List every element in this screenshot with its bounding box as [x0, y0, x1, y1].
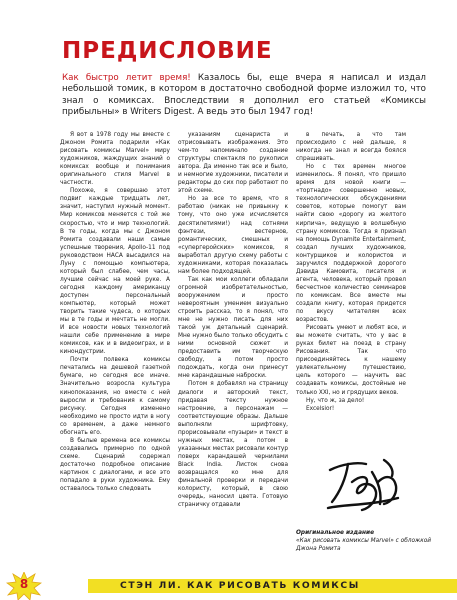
body-paragraph: Похоже, я совершаю этот подвиг каждые тридцать лет, значит, наступил нужный момент. Мир комиксов меняется с той же скоростью, что и мир технологий. В те годы, когда мы с Джоном Ромита создавали наши самые успешные творения, Apollo-11 под руководством НАСА высадился на Луну с помощью компьютера, который был слабее, чем часы, лучшие сейчас на моей руке. А сегодня каждому американцу доступен персональный компьютер, который может творить такие чудеса, о которых мы в те годы и мечтать не могли. И все новости новых технологий нашли себе применение в мире комиксов, как и в видеоиграх, и в кинондустрии.: [60, 188, 170, 356]
body-paragraph: в печать, а что там происходило с ней дальше, я никогда не знал и всегда боялся спрашивать.: [296, 132, 406, 163]
page-footer: [0, 572, 457, 600]
page-number: 8: [19, 577, 29, 591]
text-column-2: [178, 131, 288, 509]
caption-title: Оригинальное издание: [296, 530, 375, 536]
intro-paragraph: [62, 73, 426, 118]
caption-text: «Как рисовать комиксы Marvel» с обложкой Джона Ромита: [296, 538, 432, 552]
intro-lead: Как быстро летит время!: [62, 73, 191, 83]
text-column-3: [296, 131, 406, 413]
body-paragraph: Ну, что ж, за дело!: [306, 397, 365, 404]
body-paragraph: В былые времена все комиксы создавались примерно по одной схеме. Сценарий содержал достаточно подробное описание картинок с диалогами, и все это попадало в руки художника. Ему оставалось только следовать: [60, 437, 170, 493]
body-paragraph: Я вот в 1978 году мы вместе с Джоном Ромита подарили «Как рисовать комиксы Marvel» миру художников, жаждущих знаний о комиксах вообще и понимания оригинального стиля Marvel в частности.: [60, 132, 170, 187]
body-paragraph: Потом я добавлял на страницу диалоги и авторский текст, придавая тексту нужное настроение, а персонажам — соответствующие образы. Дальше выполняли шрифтовку, прорисовывали «пузыри» и текст в нужных местах, а потом в указанных местах рисовали контур поверх карандашей чернилами Black India. Листок снова возвращался ко мне для финальной проверки и передачи колористу, который, в свою очередь, наносил цвета. Готовую страничку отдавали: [178, 381, 288, 509]
body-paragraph: Так как мои коллеги обладали огромной изобретательностью, вооружением и просто невероятным умением визуально строить рассказ, то я понял, что мне не нужно писать для них такой уж детальный сценарий. Мне нужно было только обсудить с ними основной сюжет и предоставить им творческую свободу, а потом просто подождать, когда они принесут мне карандашные наброски.: [178, 276, 288, 380]
body-paragraph: Но за все то время, что я работаю (никак не привыкну к тому, что оно уже исчисляется десятилетиями!) над сотнями фэнтези, вестернов, романтических, смешных и «супергеройских» комиксов, я выработал другую схему работы с художниками, которая показалась нам более подходящей.: [178, 196, 288, 275]
page-title: ПРЕДИСЛОВИЕ: [62, 38, 273, 64]
signature-caption: [296, 529, 436, 553]
body-paragraph: Excelsior!: [306, 405, 335, 412]
signature-image: [322, 452, 404, 518]
body-paragraph: Рисовать умеют и любят все, и вы можете считать, что у вас в руках билет на поезд в страну Рисования. Так что присоединяйтесь к нашему увлекательному путешествию, цель которого — научить вас создавать комиксы, достойные не только XXI, но и грядущих веков.: [296, 325, 406, 396]
running-title: СТЭН ЛИ. КАК РИСОВАТЬ КОМИКСЫ: [120, 580, 360, 591]
text-column-1: [60, 131, 170, 493]
intro-text: Казалось бы, еще вчера я написал и издал небольшой томик, в котором в достаточно свободной форме изложил то, что знал о комиксах. Впоследствии я дополнил его статьей «Комиксы прибыльны» в Writers Digest. А ведь это был 1947 год!: [62, 73, 426, 117]
body-paragraph: указаниям сценариста и отрисовывать изображения. Это чем-то напоминало создание структуры спектакля по рукописи автора. Да именно так все и было, и немногие художники, писатели и редакторы до сих пор работают по этой схеме.: [178, 132, 288, 195]
body-paragraph: Почти полвека комиксы печатались на дешевой газетной бумаге, но сегодня все иначе. Значительно возросла культура кинопоказания, но вместе с ней выросли и требования к самому рисунку. Сегодня изменено необходимо не просто идти в ногу со временем, а даже немного обогнать его.: [60, 357, 170, 436]
body-paragraph: Но с тех времен многое изменилось. Я понял, что пришло время для новой книги — «тортнадо» совершенно новых, технологических обсуждениями советов, которые помогут вам найти свою «дорогу из желтого кирпича», ведущую в волшебную страну комиксов. Тогда я признал на помощь Dynamite Entertainment, создал лучших художников, контурщиков и колористов и заручился поддержкой дорогого Дэвида Камовита, писателя и агента, человека, который провел бесчестное количество семинаров по комиксам. Все вместе мы создали книгу, которая придется по вкусу читателям всех возрастов.: [296, 164, 406, 324]
